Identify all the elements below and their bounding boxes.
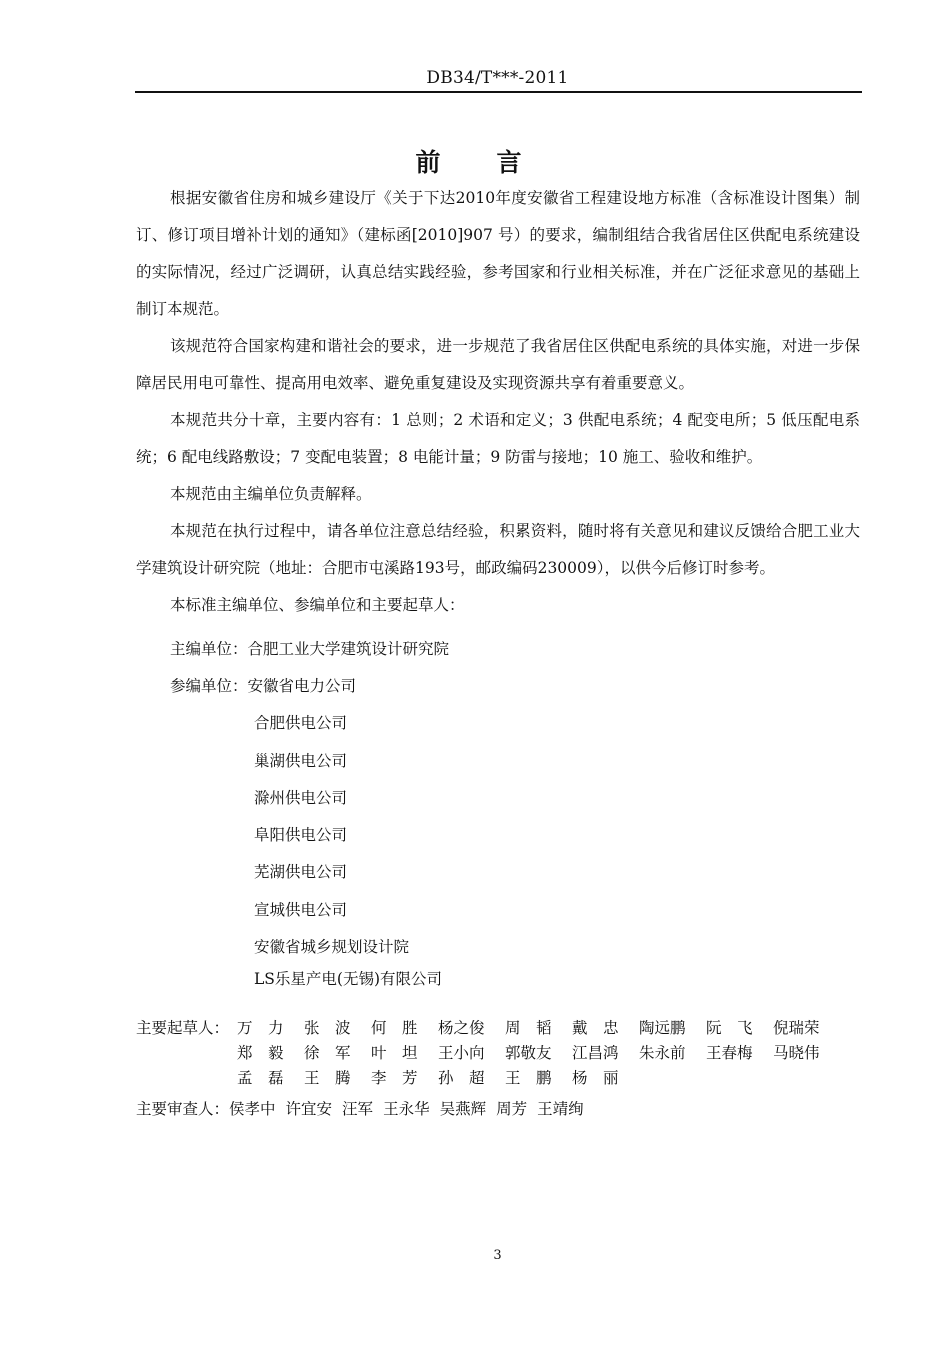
participating-unit: LS乐星产电(无锡)有限公司 — [254, 970, 443, 988]
drafter-name: 万 力 — [237, 1019, 284, 1037]
page-number: 3 — [493, 1248, 502, 1263]
reviewer-name: 侯孝中 — [229, 1100, 276, 1118]
reviewer-name: 周芳 — [496, 1100, 528, 1118]
title-char-1: 前 — [415, 148, 441, 177]
drafter-name: 孟 磊 — [237, 1069, 284, 1087]
standard-code: DB34/T***-2011 — [426, 68, 569, 88]
drafter-name: 孙 超 — [438, 1069, 485, 1087]
participating-unit: 滁州供电公司 — [254, 789, 348, 807]
drafters-name-grid — [237, 1016, 837, 1091]
paragraph-significance: 该规范符合国家构建和谐社会的要求，进一步规范了我省居住区供配电系统的具体实施，对进一步保障居民用电可靠性、提高用电效率、避免重复建设及实现资源共享有着重要意义。 — [136, 337, 860, 392]
drafter-name: 戴 忠 — [572, 1019, 619, 1037]
drafter-name: 朱永前 — [639, 1044, 686, 1062]
drafter-name: 王 鹏 — [505, 1069, 552, 1087]
paragraph-contents: 本规范共分十章，主要内容有：1 总则；2 术语和定义；3 供配电系统；4 配变电所；5 低压配电系统；6 配电线路敷设；7 变配电装置；8 电能计量；9 防雷与接地；10 施工、验收和维护。 — [136, 411, 860, 466]
drafter-name: 倪瑞荣 — [773, 1019, 820, 1037]
paragraph-basis: 根据安徽省住房和城乡建设厅《关于下达2010年度安徽省工程建设地方标准（含标准设计图集）制订、修订项目增补计划的通知》（建标函[2010]907 号）的要求，编制组结合我省居住区供配电系统建设的实际情况，经过广泛调研，认真总结实践经验，参考国家和行业相关标准，并在广泛征求意见的基础上制订本规范。 — [136, 189, 860, 318]
reviewers-label: 主要审查人： — [136, 1100, 230, 1118]
title-char-2: 言 — [496, 148, 522, 177]
drafter-name: 何 胜 — [371, 1019, 418, 1037]
header-rule — [135, 91, 862, 93]
participating-unit: 阜阳供电公司 — [254, 826, 348, 844]
participating-units-label: 参编单位： — [170, 677, 248, 695]
drafter-name: 江昌鸿 — [572, 1044, 619, 1062]
participating-unit: 安徽省电力公司 — [247, 677, 357, 695]
drafter-name: 王小向 — [438, 1044, 485, 1062]
reviewer-name: 许宜安 — [285, 1100, 333, 1118]
drafter-name: 马晓伟 — [773, 1044, 820, 1062]
participating-unit: 安徽省城乡规划设计院 — [254, 938, 410, 956]
paragraph-feedback: 本规范在执行过程中，请各单位注意总结经验，积累资料，随时将有关意见和建议反馈给合肥工业大学建筑设计研究院（地址：合肥市屯溪路193号，邮政编码230009），以供今后修订时参考。 — [136, 522, 860, 577]
chief-unit-name: 合肥工业大学建筑设计研究院 — [247, 640, 450, 658]
drafter-name: 郭敬友 — [505, 1044, 552, 1062]
drafter-name: 张 波 — [304, 1019, 351, 1037]
drafter-name: 陶远鹏 — [639, 1019, 686, 1037]
drafter-name: 杨 丽 — [572, 1069, 619, 1087]
drafter-name: 阮 飞 — [706, 1019, 753, 1037]
drafter-name: 王 腾 — [304, 1069, 351, 1087]
reviewers-section — [136, 1097, 594, 1119]
chief-unit-label: 主编单位： — [170, 640, 248, 658]
drafter-name: 郑 毅 — [237, 1044, 284, 1062]
drafter-name: 李 芳 — [371, 1069, 418, 1087]
chief-unit — [170, 638, 449, 660]
paragraph-units-intro: 本标准主编单位、参编单位和主要起草人： — [170, 596, 465, 614]
participating-units — [170, 675, 356, 697]
paragraph-interpretation: 本规范由主编单位负责解释。 — [170, 485, 372, 503]
drafter-name: 叶 坦 — [371, 1044, 418, 1062]
drafter-name: 杨之俊 — [438, 1019, 485, 1037]
drafter-name: 徐 军 — [304, 1044, 351, 1062]
reviewer-name: 王永华 — [383, 1100, 430, 1118]
reviewer-name: 吴燕辉 — [439, 1100, 487, 1118]
drafters-label: 主要起草人： — [136, 1019, 230, 1037]
page-title — [0, 143, 937, 179]
participating-unit: 芜湖供电公司 — [254, 863, 348, 881]
reviewer-name: 汪军 — [342, 1100, 374, 1118]
participating-unit: 宣城供电公司 — [254, 901, 348, 919]
participating-unit: 巢湖供电公司 — [254, 752, 348, 770]
drafter-name: 王春梅 — [706, 1044, 753, 1062]
participating-unit: 合肥供电公司 — [254, 714, 348, 732]
drafter-name: 周 韬 — [505, 1019, 552, 1037]
reviewer-name: 王靖绚 — [537, 1100, 584, 1118]
